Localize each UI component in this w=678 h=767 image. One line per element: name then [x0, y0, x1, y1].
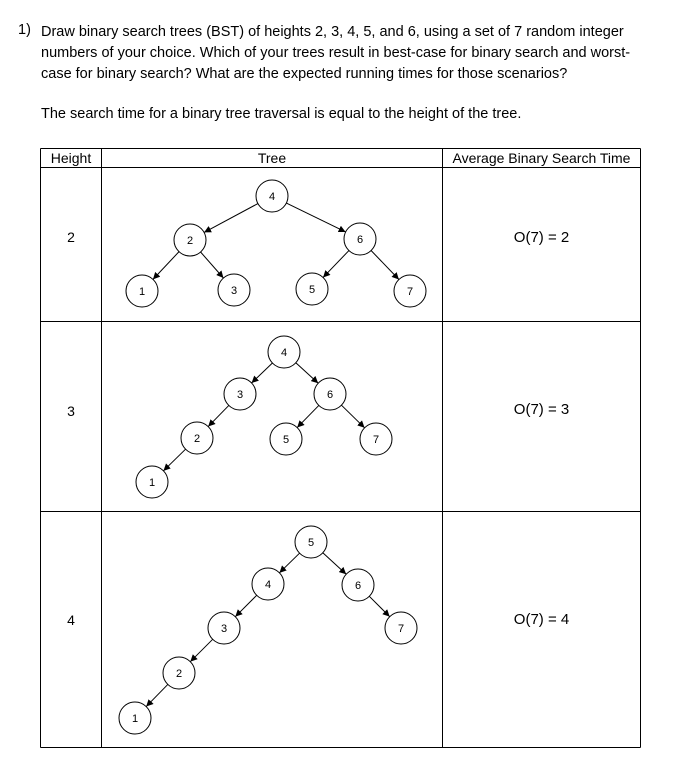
- header-tree: Tree: [257, 150, 287, 166]
- tree-node-label: 4: [268, 191, 276, 203]
- question-line: case for binary search? What are the expected running times for those scenarios?: [41, 66, 568, 82]
- tree-node-label: 1: [138, 286, 146, 298]
- tree-node-label: 7: [406, 286, 414, 298]
- tree-node-label: 5: [282, 434, 290, 446]
- question-line: Draw binary search trees (BST) of heights 2, 3, 4, 5, and 6, using a set of 7 random integer: [41, 24, 624, 40]
- average-search-time: O(7) = 3: [513, 401, 570, 418]
- tree-edge: [286, 203, 345, 232]
- tree-edge: [323, 251, 349, 278]
- tree-node-label: 5: [307, 537, 315, 549]
- tree-node-label: 4: [280, 347, 288, 359]
- tree-edge: [341, 405, 364, 428]
- tree-node-label: 3: [220, 623, 228, 635]
- tree-node-label: 1: [148, 477, 156, 489]
- tree-edge: [323, 553, 346, 574]
- tree-node-label: 3: [236, 389, 244, 401]
- bst-tree-height-3: [136, 336, 392, 498]
- tree-edge: [252, 363, 273, 383]
- tree-node-label: 3: [230, 285, 238, 297]
- tree-edge: [146, 684, 168, 706]
- tree-edge: [369, 596, 389, 616]
- tree-edge: [371, 251, 399, 280]
- tree-edge: [201, 252, 224, 278]
- tree-node-label: 4: [264, 579, 272, 591]
- tree-node-label: 7: [372, 434, 380, 446]
- tree-node-label: 6: [354, 580, 362, 592]
- bst-tree-height-4: [119, 526, 417, 734]
- tree-node-label: 2: [186, 235, 194, 247]
- header-height: Height: [50, 150, 92, 166]
- tree-node-label: 1: [131, 713, 139, 725]
- search-time-note: The search time for a binary tree traversal is equal to the height of the tree.: [41, 106, 522, 122]
- tree-edge: [204, 204, 258, 233]
- tree-node-label: 2: [193, 433, 201, 445]
- bst-tree-height-2: [126, 180, 426, 307]
- tree-node-label: 5: [308, 284, 316, 296]
- header-average-search-time: Average Binary Search Time: [452, 150, 631, 166]
- tree-node-label: 6: [356, 234, 364, 246]
- height-value: 4: [67, 612, 75, 628]
- height-value: 3: [67, 403, 75, 419]
- tree-edge: [153, 252, 179, 280]
- tree-node-label: 6: [326, 389, 334, 401]
- tree-edge: [190, 639, 212, 661]
- average-search-time: O(7) = 4: [513, 611, 570, 628]
- tree-edge: [297, 405, 319, 427]
- tree-edge: [163, 449, 185, 471]
- question-line: numbers of your choice. Which of your trees result in best-case for binary search and worst-: [41, 45, 631, 61]
- tree-edge: [208, 405, 229, 426]
- tree-node-label: 2: [175, 668, 183, 680]
- average-search-time: O(7) = 2: [513, 229, 570, 246]
- tree-edge: [235, 595, 256, 616]
- question-number: 1): [18, 22, 31, 38]
- tree-edge: [279, 553, 299, 573]
- height-value: 2: [67, 229, 75, 245]
- tree-edge: [296, 363, 318, 383]
- tree-node-label: 7: [397, 623, 405, 635]
